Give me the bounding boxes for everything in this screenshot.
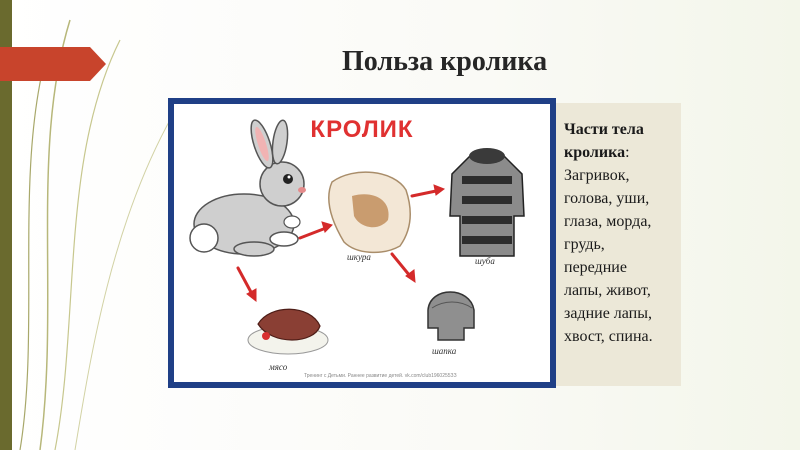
side-line: голова, уши,: [564, 190, 650, 207]
caption-hat: шапка: [432, 346, 457, 356]
body-parts-panel: [556, 103, 681, 386]
side-heading-line2-wrap: [564, 141, 681, 164]
image-credit: Тренинг с Детьми. Раннее развитие детей. vk.com/club1960255ЗЗ: [304, 373, 457, 379]
side-line: передние: [564, 259, 627, 276]
side-line: грудь,: [564, 236, 605, 253]
hat-icon: [428, 292, 474, 340]
side-line: глаза, морда,: [564, 213, 652, 230]
side-line: Загривок,: [564, 167, 630, 184]
side-heading-line2: кролика: [564, 144, 626, 161]
meat-icon: [248, 309, 328, 354]
card-illustration: [174, 104, 550, 382]
caption-skin: шкура: [347, 252, 371, 262]
card-title: КРОЛИК: [310, 116, 414, 143]
rabbit-products-card: [168, 98, 556, 388]
side-line: задние лапы,: [564, 305, 652, 322]
rabbit-icon: [190, 118, 306, 256]
slide-title: Польза кролика: [342, 46, 548, 77]
caption-meat: мясо: [269, 362, 288, 372]
side-line: лапы, живот,: [564, 282, 651, 299]
side-heading-line1: Части тела: [564, 121, 644, 138]
coat-icon: [450, 148, 524, 256]
decorative-arrow: [0, 47, 106, 81]
side-heading-colon: :: [625, 144, 630, 161]
skin-icon: [329, 172, 410, 252]
side-line: хвост, спина.: [564, 328, 653, 345]
caption-coat: шуба: [475, 256, 495, 266]
